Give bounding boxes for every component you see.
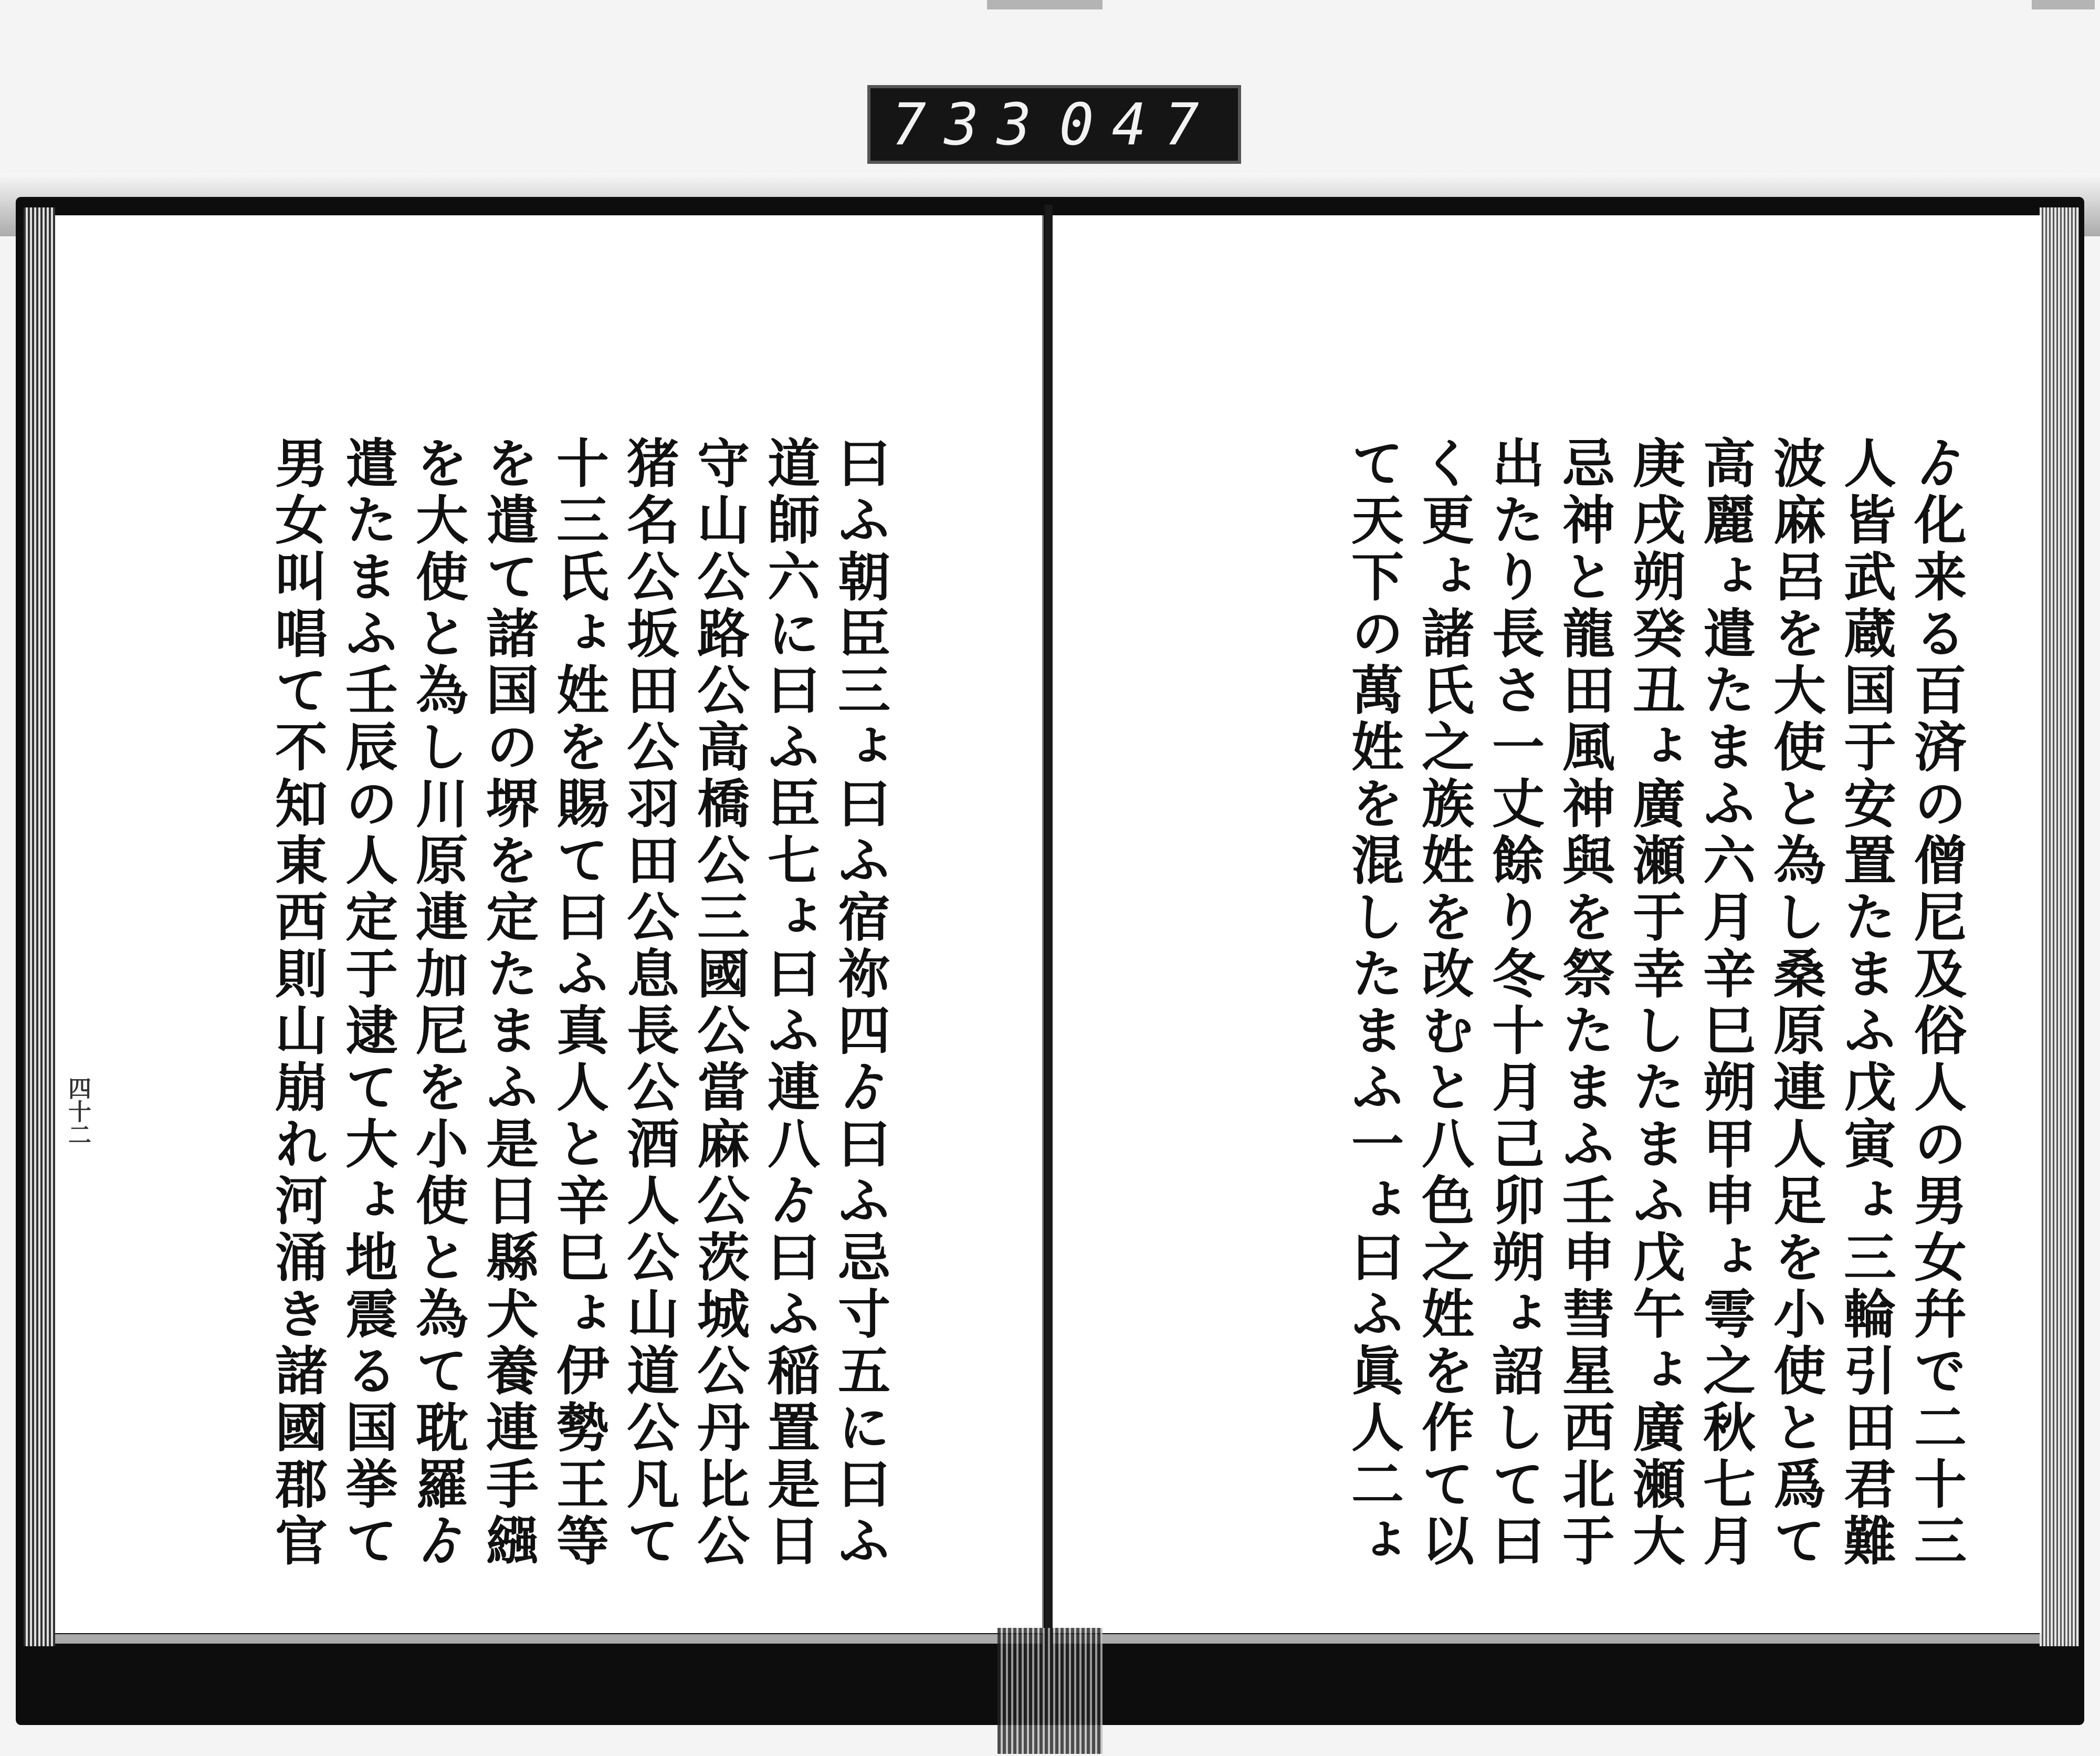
text-column: 猪名公坂田公羽田公息長公酒人公山道公凡て <box>618 436 680 1570</box>
right-page-text <box>1184 436 1971 1644</box>
page-number: 四十二 <box>64 1076 91 1146</box>
page-edges-right <box>2040 207 2079 1646</box>
text-column: 出たり長さ一丈餘り冬十月己卯朔ょ詔して曰 <box>1483 436 1545 1570</box>
text-column: く更ょ諸氏之族姓を改むと八色之姓を作て以 <box>1413 436 1475 1570</box>
frame-counter <box>867 85 1241 164</box>
gutter-scan-artifact <box>998 1628 1102 1754</box>
text-column: 波麻呂を大使と為し桑原連人足を小使と爲て <box>1765 436 1826 1570</box>
text-column: 高麗ょ遣たまふ六月辛巳朔甲申ょ雩之秋七月 <box>1694 436 1756 1570</box>
text-column: 十三氏ょ姓を賜て曰ふ真人と辛巳ょ伊勢王等 <box>548 436 610 1570</box>
text-column: を大使と為し川原連加尼を小使と為て耽羅ゟ <box>407 436 469 1570</box>
text-column: 忌神と龍田風神與を祭たまふ壬申彗星西北于 <box>1553 436 1615 1570</box>
frame-counter-left: 733 <box>891 91 1049 158</box>
text-column: を遣て諸国の堺を定たまふ是日縣犬養連手繦 <box>477 436 539 1570</box>
text-column: 曰ふ朝臣三ょ曰ふ宿祢四ゟ曰ふ忌寸五に曰ふ <box>829 436 891 1570</box>
text-column: 男女叫唱て不知東西則山崩れ河涌き諸國郡官 <box>266 436 328 1570</box>
text-column: 守山公路公高橋公三國公當麻公茨城公丹比公 <box>688 436 750 1570</box>
scan-artifact-top-right <box>2032 0 2095 9</box>
scan-artifact-top <box>987 0 1102 9</box>
left-page-text <box>108 436 895 1644</box>
text-column: ゟ化来る百済の僧尼及俗人の男女幷で二十三 <box>1905 436 1967 1570</box>
text-column: 遣たまふ壬辰の人定于逮て大ょ地震る国挙て <box>337 436 398 1570</box>
text-column: 道師六に曰ふ臣七ょ曰ふ連八ゟ曰ふ稲置是日 <box>759 436 821 1570</box>
text-column: て天下の萬姓を混したまふ一ょ曰ふ眞人二ょ <box>1342 436 1404 1570</box>
page-edges-left <box>24 207 55 1646</box>
frame-counter-right: 047 <box>1059 91 1217 158</box>
text-column: 庚戌朔癸丑ょ廣瀬于幸したまふ戊午ょ廣瀬大 <box>1624 436 1686 1570</box>
book-spine <box>1045 205 1053 1633</box>
text-column: 人皆武蔵国于安置たまふ戊寅ょ三輪引田君難 <box>1835 436 1897 1570</box>
